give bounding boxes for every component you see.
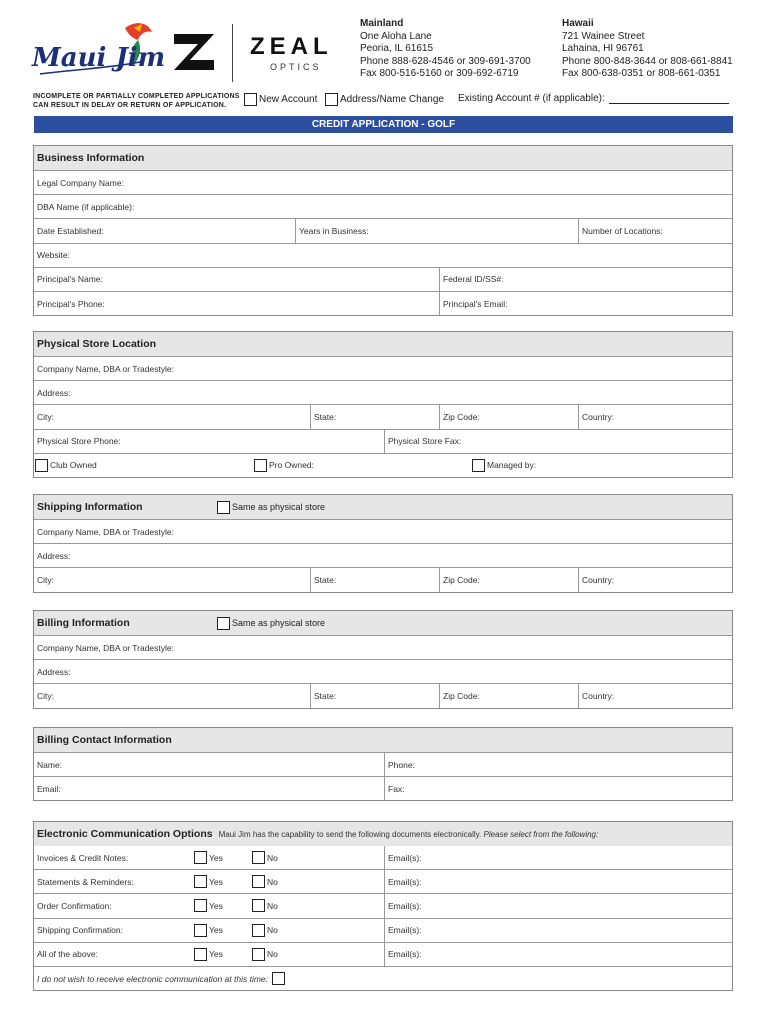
no-checkbox[interactable] bbox=[252, 948, 265, 961]
no-label: No bbox=[267, 925, 278, 936]
physical-state-field[interactable]: State: bbox=[310, 405, 439, 428]
no-option[interactable] bbox=[252, 894, 384, 917]
zeal-logo bbox=[172, 30, 332, 82]
new-account-option[interactable] bbox=[244, 93, 317, 106]
no-checkbox[interactable] bbox=[252, 899, 265, 912]
section-title-row bbox=[34, 822, 732, 846]
contact-email-field[interactable]: Email: bbox=[37, 783, 61, 794]
opt-out-option[interactable] bbox=[34, 967, 732, 990]
emails-field[interactable]: Email(s): bbox=[384, 943, 733, 966]
club-owned-checkbox[interactable] bbox=[35, 459, 48, 472]
incomplete-warning bbox=[33, 92, 240, 110]
electronic-option-row bbox=[34, 869, 732, 893]
no-checkbox[interactable] bbox=[252, 875, 265, 888]
emails-field[interactable]: Email(s): bbox=[384, 870, 733, 893]
emails-field[interactable]: Email(s): bbox=[384, 919, 733, 942]
no-checkbox[interactable] bbox=[252, 924, 265, 937]
zeal-wordmark: ZEAL bbox=[250, 33, 333, 60]
section-note bbox=[219, 830, 599, 839]
svg-text:Maui Jim: Maui Jim bbox=[32, 43, 166, 73]
doc-type-label: Order Confirmation: bbox=[37, 900, 112, 911]
yes-checkbox[interactable] bbox=[194, 924, 207, 937]
yes-checkbox[interactable] bbox=[194, 899, 207, 912]
billing-city-field[interactable]: City: bbox=[37, 690, 54, 701]
contact-fax-field[interactable]: Fax: bbox=[384, 777, 733, 800]
yes-label: Yes bbox=[209, 900, 223, 911]
billing-same-checkbox[interactable] bbox=[217, 617, 230, 630]
doc-type-label: Shipping Confirmation: bbox=[37, 925, 123, 936]
yes-option[interactable] bbox=[194, 870, 252, 893]
doc-type-label: All of the above: bbox=[37, 949, 98, 960]
billing-same-label: Same as physical store bbox=[232, 618, 326, 628]
principal-name-field[interactable]: Principal's Name: bbox=[37, 274, 103, 285]
electronic-option-row bbox=[34, 846, 732, 869]
dba-name-field[interactable]: DBA Name (if applicable): bbox=[37, 201, 135, 212]
billing-state-field[interactable]: State: bbox=[310, 684, 439, 707]
no-option[interactable] bbox=[252, 870, 384, 893]
no-label: No bbox=[267, 900, 278, 911]
warning-line2: CAN RESULT IN DELAY OR RETURN OF APPLICATION. bbox=[33, 102, 227, 109]
electronic-option-row bbox=[34, 942, 732, 966]
shipping-state-field[interactable]: State: bbox=[310, 568, 439, 591]
logo-divider bbox=[232, 24, 233, 82]
contact-name-field[interactable]: Name: bbox=[37, 759, 63, 770]
principal-phone-field[interactable]: Principal's Phone: bbox=[37, 298, 105, 309]
zeal-subtitle: OPTICS bbox=[270, 62, 322, 72]
shipping-company-field[interactable]: Company Name, DBA or Tradestyle: bbox=[37, 526, 175, 537]
existing-account-field[interactable] bbox=[458, 93, 729, 104]
section-title: Billing Information bbox=[37, 617, 130, 629]
section-title: Electronic Communication Options bbox=[37, 828, 213, 840]
mainland-heading: Mainland bbox=[360, 18, 404, 29]
billing-contact-section bbox=[33, 727, 733, 801]
yes-label: Yes bbox=[209, 925, 223, 936]
opt-out-checkbox[interactable] bbox=[272, 972, 285, 985]
zeal-z-icon bbox=[172, 30, 216, 74]
yes-label: Yes bbox=[209, 852, 223, 863]
existing-account-input[interactable] bbox=[609, 93, 729, 104]
yes-checkbox[interactable] bbox=[194, 851, 207, 864]
no-option[interactable] bbox=[252, 919, 384, 942]
yes-option[interactable] bbox=[194, 894, 252, 917]
mainland-address bbox=[360, 18, 531, 81]
yes-checkbox[interactable] bbox=[194, 948, 207, 961]
club-owned-label: Club Owned bbox=[50, 460, 97, 471]
managed-by-option[interactable] bbox=[472, 454, 733, 477]
no-option[interactable] bbox=[252, 943, 384, 966]
note-italic: Please select from the following: bbox=[483, 829, 599, 839]
pro-owned-checkbox[interactable] bbox=[254, 459, 267, 472]
note-text: Maui Jim has the capability to send the following documents electronically. bbox=[218, 829, 482, 839]
hawaii-line1: 721 Wainee Street bbox=[562, 30, 645, 42]
business-information-section bbox=[33, 145, 733, 316]
existing-account-label: Existing Account # (if applicable): bbox=[458, 93, 605, 104]
pro-owned-option[interactable] bbox=[254, 454, 472, 477]
number-of-locations-field[interactable]: Number of Locations: bbox=[578, 219, 733, 242]
new-account-label: New Account bbox=[259, 94, 318, 105]
date-established-field[interactable]: Date Established: bbox=[37, 225, 104, 236]
yes-checkbox[interactable] bbox=[194, 875, 207, 888]
no-checkbox[interactable] bbox=[252, 851, 265, 864]
hawaii-line2: Lahaina, HI 96761 bbox=[562, 43, 644, 54]
physical-country-field[interactable]: Country: bbox=[578, 405, 733, 428]
federal-id-field[interactable]: Federal ID/SS#: bbox=[439, 268, 733, 291]
billing-zip-field[interactable]: Zip Code: bbox=[439, 684, 578, 707]
contact-phone-field[interactable]: Phone: bbox=[384, 753, 733, 776]
no-option[interactable] bbox=[252, 846, 384, 869]
billing-company-field[interactable]: Company Name, DBA or Tradestyle: bbox=[37, 642, 175, 653]
address-change-label: Address/Name Change bbox=[340, 94, 444, 105]
shipping-address-field[interactable]: Address: bbox=[37, 550, 71, 561]
principal-email-field[interactable]: Principal's Email: bbox=[439, 292, 733, 315]
electronic-option-row bbox=[34, 918, 732, 942]
yes-option[interactable] bbox=[194, 846, 252, 869]
section-title: Shipping Information bbox=[37, 501, 143, 513]
maui-jim-logo bbox=[30, 18, 170, 88]
physical-zip-field[interactable]: Zip Code: bbox=[439, 405, 578, 428]
new-account-checkbox[interactable] bbox=[244, 93, 257, 106]
warning-line1: INCOMPLETE OR PARTIALLY COMPLETED APPLICATIONS bbox=[33, 93, 240, 100]
physical-city-field[interactable]: City: bbox=[37, 411, 54, 422]
no-label: No bbox=[267, 876, 278, 887]
billing-same-option[interactable] bbox=[214, 611, 514, 635]
years-in-business-field[interactable]: Years in Business: bbox=[295, 219, 578, 242]
physical-store-section bbox=[33, 331, 733, 478]
section-title: Billing Contact Information bbox=[37, 734, 172, 746]
shipping-same-option[interactable] bbox=[214, 495, 514, 519]
section-title: Business Information bbox=[37, 152, 145, 164]
billing-address-field[interactable]: Address: bbox=[37, 666, 71, 677]
form-title-banner: CREDIT APPLICATION - GOLF bbox=[34, 116, 733, 133]
doc-type-label: Statements & Reminders: bbox=[37, 876, 134, 887]
shipping-zip-field[interactable]: Zip Code: bbox=[439, 568, 578, 591]
no-label: No bbox=[267, 949, 278, 960]
shipping-city-field[interactable]: City: bbox=[37, 574, 54, 585]
shipping-country-field[interactable]: Country: bbox=[578, 568, 733, 591]
managed-by-label: Managed by: bbox=[487, 460, 537, 471]
address-change-checkbox[interactable] bbox=[325, 93, 338, 106]
electronic-option-row bbox=[34, 893, 732, 917]
managed-by-checkbox[interactable] bbox=[472, 459, 485, 472]
yes-option[interactable] bbox=[194, 943, 252, 966]
billing-country-field[interactable]: Country: bbox=[578, 684, 733, 707]
physical-phone-field[interactable]: Physical Store Phone: bbox=[37, 436, 121, 447]
yes-label: Yes bbox=[209, 949, 223, 960]
billing-information-section bbox=[33, 610, 733, 709]
mainland-line2: Peoria, IL 61615 bbox=[360, 43, 434, 54]
pro-owned-label: Pro Owned: bbox=[269, 460, 314, 471]
yes-option[interactable] bbox=[194, 919, 252, 942]
hawaii-heading: Hawaii bbox=[562, 18, 594, 29]
electronic-communication-section bbox=[33, 821, 733, 991]
mainland-fax: Fax 800-516-5160 or 309-692-6719 bbox=[360, 68, 519, 79]
hawaii-address bbox=[562, 18, 733, 81]
yes-label: Yes bbox=[209, 876, 223, 887]
no-label: No bbox=[267, 852, 278, 863]
hawaii-phone: Phone 800-848-3644 or 808-661-8841 bbox=[562, 55, 733, 67]
shipping-same-label: Same as physical store bbox=[232, 502, 326, 512]
website-field[interactable]: Website: bbox=[37, 250, 70, 261]
club-owned-option[interactable] bbox=[34, 454, 254, 477]
hawaii-fax: Fax 800-638-0351 or 808-661-0351 bbox=[562, 68, 721, 79]
physical-fax-field[interactable]: Physical Store Fax: bbox=[384, 430, 733, 453]
legal-company-name-field[interactable]: Legal Company Name: bbox=[37, 177, 124, 188]
mainland-phone: Phone 888-628-4546 or 309-691-3700 bbox=[360, 55, 531, 67]
emails-field[interactable]: Email(s): bbox=[384, 894, 733, 917]
physical-address-field[interactable]: Address: bbox=[37, 387, 71, 398]
physical-company-field[interactable]: Company Name, DBA or Tradestyle: bbox=[37, 363, 175, 374]
emails-field[interactable]: Email(s): bbox=[384, 846, 733, 869]
shipping-information-section bbox=[33, 494, 733, 593]
doc-type-label: Invoices & Credit Notes: bbox=[37, 852, 129, 863]
mainland-line1: One Aloha Lane bbox=[360, 30, 432, 42]
address-change-option[interactable] bbox=[325, 93, 444, 106]
section-title: Physical Store Location bbox=[37, 338, 157, 350]
opt-out-label: I do not wish to receive electronic communication at this time: bbox=[37, 973, 269, 984]
shipping-same-checkbox[interactable] bbox=[217, 501, 230, 514]
